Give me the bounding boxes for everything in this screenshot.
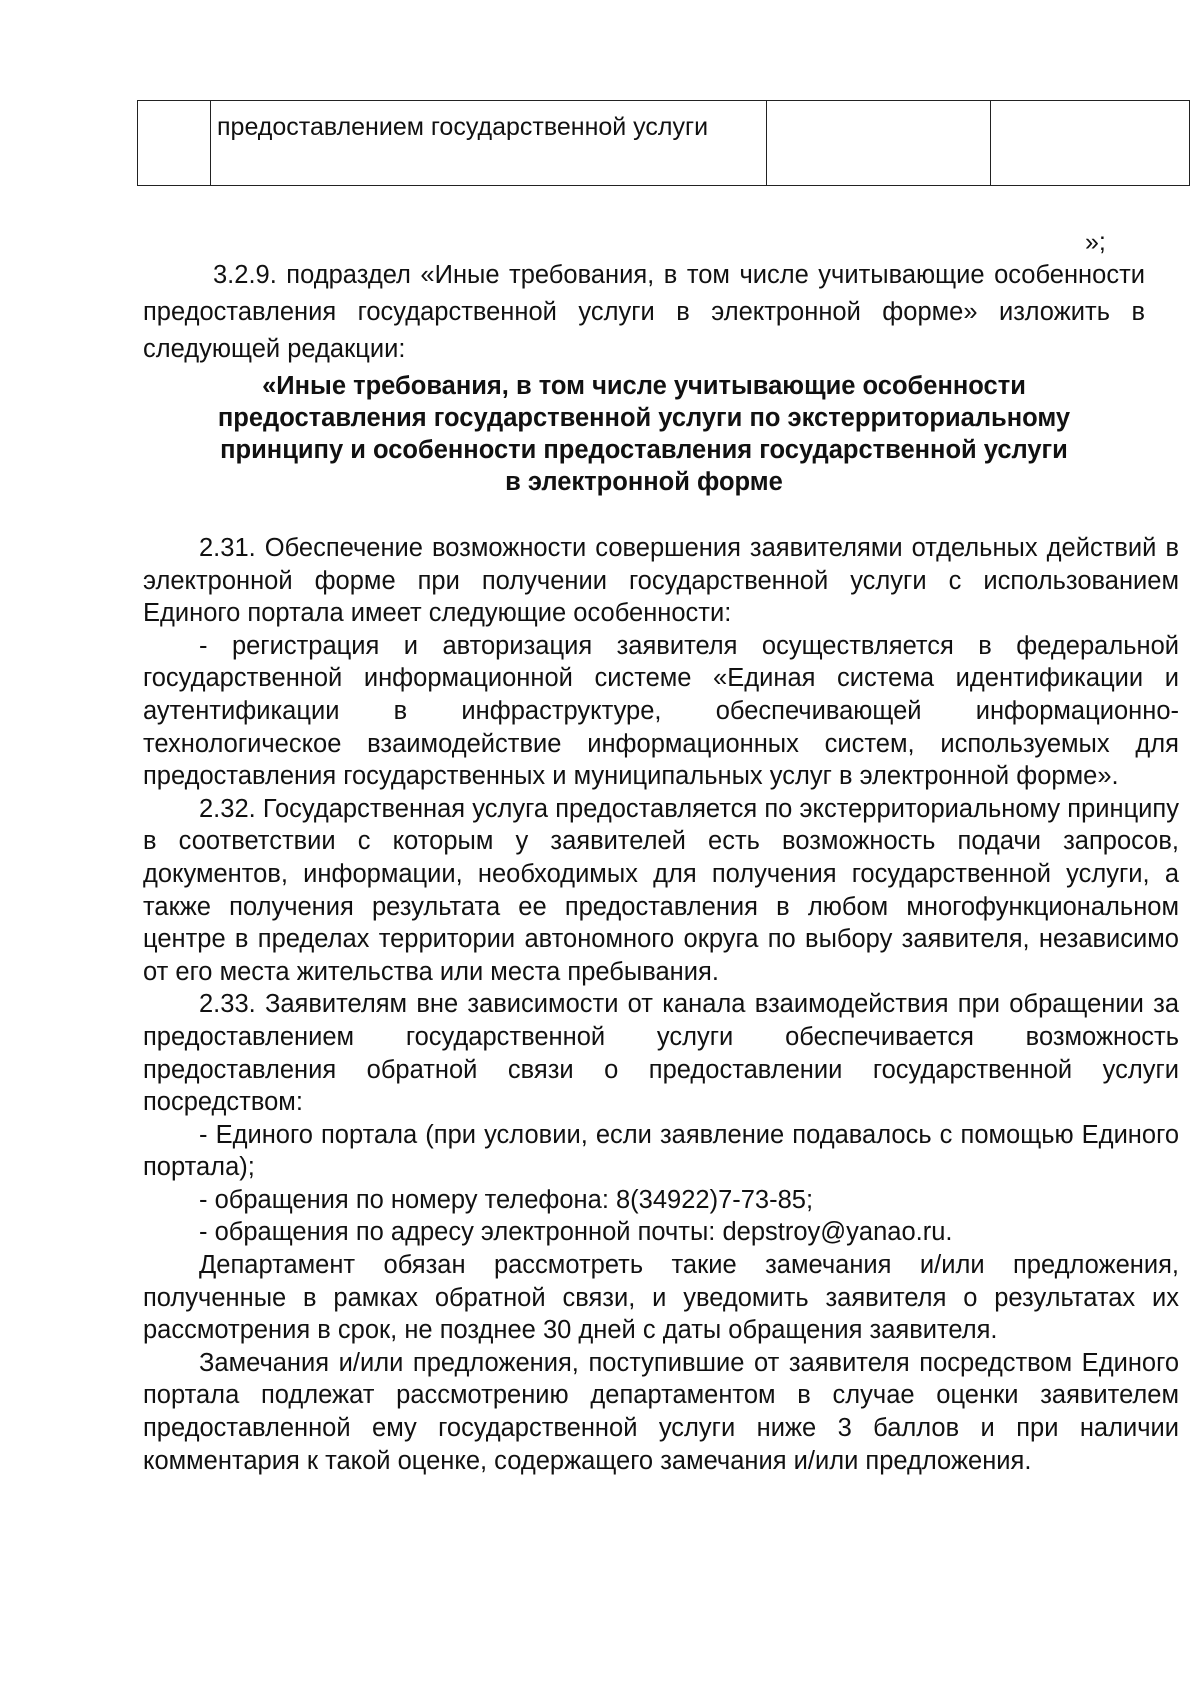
table-cell-empty (767, 101, 991, 186)
body-text (143, 532, 1179, 1477)
intro-section (143, 257, 1145, 368)
paragraph-registration: - регистрация и авторизация заявителя осуществляется в федеральной государственной информационной системе «Единая система идентификации и аутентификации в инфраструктуре, обеспечивающей информационно-технологическое взаимодействие информационных систем, используемых для предоставления государственных и муниципальных услуг в электронной форме». (143, 631, 1179, 791)
table-cell-number (138, 101, 211, 186)
heading-line: в электронной форме (505, 468, 783, 496)
section-heading (143, 370, 1145, 498)
table-cell-empty (991, 101, 1190, 186)
closing-quote: »; (1085, 228, 1106, 256)
heading-line: принципу и особенности предоставления государственной услуги (220, 436, 1068, 464)
paragraph-remarks: Замечания и/или предложения, поступившие от заявителя посредством Единого портала подлежат рассмотрению департаментом в случае оценки заявителем предоставленной ему государственной услуги ниже 3 баллов и при наличии комментария к такой оценке, содержащего замечания и/или предложения. (143, 1348, 1179, 1475)
paragraph-2-31: 2.31. Обеспечение возможности совершения заявителями отдельных действий в электронной форме при получении государственной услуги с использованием Единого портала имеет следующие особенности: (143, 534, 1179, 628)
heading-line: «Иные требования, в том числе учитывающие особенности (262, 372, 1026, 400)
table-fragment (137, 100, 1190, 186)
table-row (138, 101, 1190, 186)
paragraph-department-duty: Департамент обязан рассмотреть такие замечания и/или предложения, полученные в рамках обратной связи, и уведомить заявителя о результатах их рассмотрения в срок, не позднее 30 дней с даты обращения заявителя. (143, 1251, 1179, 1345)
paragraph-2-32: 2.32. Государственная услуга предоставляется по экстерриториальному принципу в соответствии с которым у заявителей есть возможность подачи запросов, документов, информации, необходимых для получения государственной услуги, а также получения результата ее предоставления в любом многофункциональном центре в пределах территории автономного округа по выбору заявителя, независимо от его места жительства или места пребывания. (143, 794, 1179, 986)
paragraph-portal-feedback: - Единого портала (при условии, если заявление подавалось с помощью Единого портала); (143, 1120, 1179, 1182)
paragraph-email-feedback: - обращения по адресу электронной почты: depstroy@yanao.ru. (199, 1218, 953, 1247)
table-cell-description: предоставлением государственной услуги (211, 101, 767, 186)
paragraph-2-33: 2.33. Заявителям вне зависимости от канала взаимодействия при обращении за предоставлением государственной услуги обеспечивается возможность предоставления обратной связи о предоставлении государственной услуги посредством: (143, 990, 1179, 1117)
paragraph-phone-feedback: - обращения по номеру телефона: 8(34922)7-73-85; (199, 1185, 814, 1214)
heading-line: предоставления государственной услуги по экстерриториальному (217, 404, 1071, 432)
intro-paragraph: 3.2.9. подраздел «Иные требования, в том числе учитывающие особенности предоставления государственной услуги в электронной форме» изложить в следующей редакции: (143, 261, 1145, 363)
